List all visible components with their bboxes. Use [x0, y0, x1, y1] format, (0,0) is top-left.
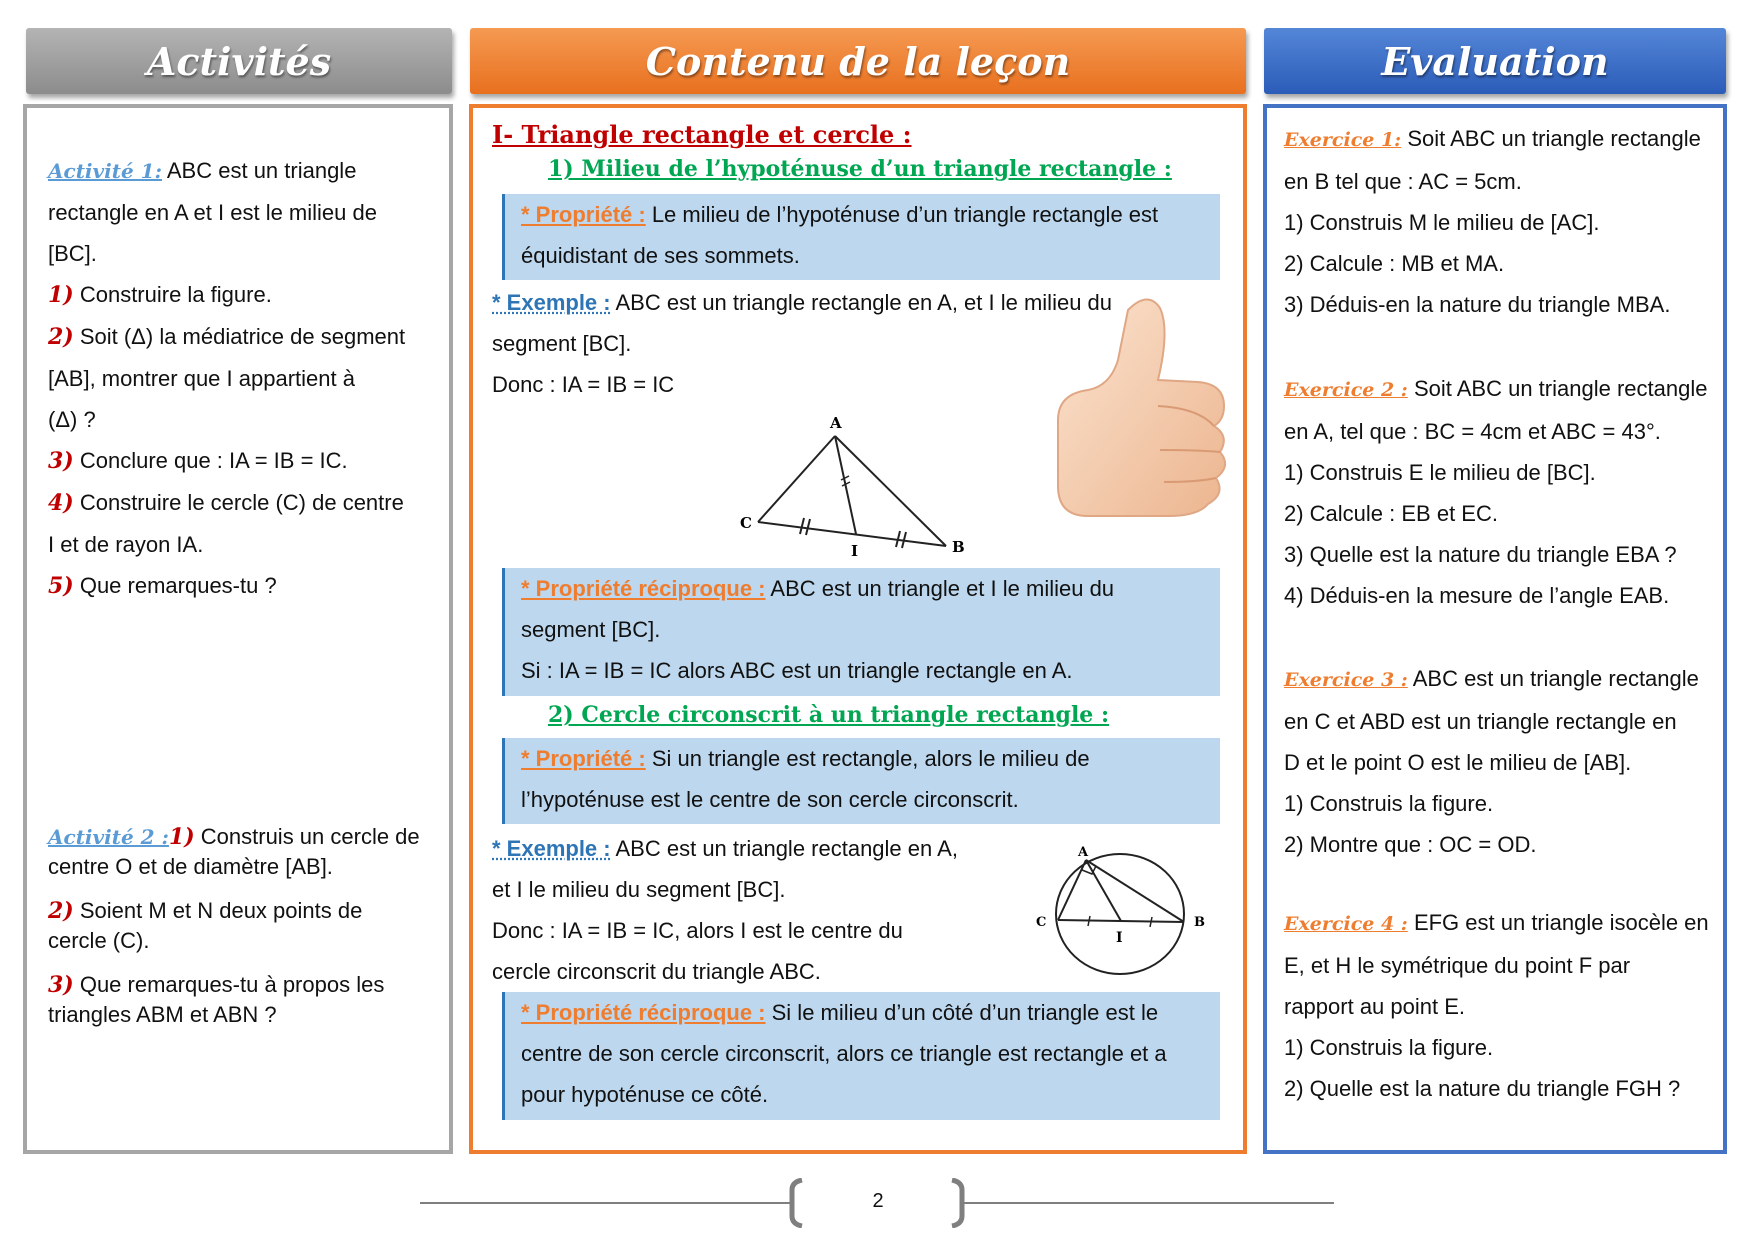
text-line: 4) Déduis-en la mesure de l’angle EAB.: [1284, 583, 1670, 608]
text-line: rectangle en A et I est le milieu de: [48, 200, 377, 225]
example-label: * Exemple :: [492, 290, 611, 315]
thumbs-up-icon: [1048, 290, 1260, 560]
text-line: EFG est un triangle isocèle en: [1407, 910, 1709, 935]
text-line: 2) Calcule : MB et MA.: [1284, 251, 1505, 276]
property-label: * Propriété :: [521, 746, 646, 771]
header-contenu: [470, 28, 1246, 94]
text-line: 2) Calcule : EB et EC.: [1284, 501, 1498, 526]
vertex-label-b: B: [952, 538, 965, 556]
question-number: 5): [48, 573, 74, 599]
text-line: 1) Construis la figure.: [1284, 1035, 1494, 1060]
page-number: 2: [872, 1190, 884, 1212]
text-line: 3) Quelle est la nature du triangle EBA ?: [1284, 542, 1677, 567]
text-line: Soit ABC un triangle rectangle: [1407, 376, 1708, 401]
text-line: I et de rayon IA.: [48, 532, 204, 557]
exercise-1: [1284, 118, 1714, 325]
text-line: en B tel que : AC = 5cm.: [1284, 169, 1522, 194]
text-line: Construis un cercle de: [194, 824, 420, 849]
text-line: Conclure que : IA = IB = IC.: [73, 448, 348, 473]
exercise-label: Exercice 2 :: [1284, 379, 1408, 401]
text-line: segment [BC].: [492, 331, 632, 356]
text-line: rapport au point E.: [1284, 994, 1466, 1019]
text-line: cercle circonscrit du triangle ABC.: [492, 959, 821, 984]
footer-line-right: [962, 1202, 1334, 1204]
text-line: en C et ABD est un triangle rectangle en: [1284, 709, 1677, 734]
activity-1: [48, 150, 438, 607]
vertex-label-c: C: [1036, 915, 1047, 930]
text-line: 2) Quelle est la nature du triangle FGH ?: [1284, 1076, 1681, 1101]
property-label: * Propriété réciproque :: [521, 1000, 766, 1025]
example-label: * Exemple :: [492, 836, 611, 861]
text-line: [BC].: [48, 241, 97, 266]
figure-circumscribed-circle: [1030, 840, 1216, 980]
property-label: * Propriété :: [521, 202, 646, 227]
question-number: 2): [48, 324, 74, 350]
exercise-label: Exercice 1:: [1284, 129, 1402, 151]
activity-1-label: Activité 1:: [48, 159, 162, 183]
text-line: Soit ABC un triangle rectangle: [1401, 126, 1701, 151]
text-line: Soient M et N deux points de: [73, 898, 363, 923]
footer-brace-left: [786, 1178, 806, 1228]
activity-2-label: Activité 2 :: [48, 825, 169, 849]
text-line: 3) Déduis-en la nature du triangle MBA.: [1284, 292, 1671, 317]
question-number: 4): [48, 490, 74, 516]
exercise-2: [1284, 368, 1714, 616]
lesson-title: I- Triangle rectangle et cercle :: [492, 120, 912, 149]
footer-line-left: [420, 1202, 792, 1204]
question-number: 3): [48, 448, 74, 474]
property-label: * Propriété réciproque :: [521, 576, 766, 601]
question-number: 2): [48, 898, 74, 924]
header-activites: [26, 28, 452, 94]
text-line: (Δ) ?: [48, 407, 96, 432]
activity-2: [48, 822, 438, 1030]
text-line: D et le point O est le milieu de [AB].: [1284, 750, 1632, 775]
subsection-2-title: 2) Cercle circonscrit à un triangle rectangle :: [548, 702, 1110, 728]
text-line: ABC est un triangle rectangle en A, et I le milieu du: [610, 290, 1113, 315]
text-line: Le milieu de l’hypoténuse d’un triangle rectangle est: [645, 202, 1159, 227]
vertex-label-a: A: [1078, 845, 1089, 860]
example-2: [492, 828, 1012, 992]
header-evaluation: [1264, 28, 1726, 94]
header-activites-title: Activités: [146, 38, 332, 84]
text-line: ABC est un triangle rectangle: [1407, 666, 1699, 691]
text-line: Donc : IA = IB = IC: [492, 372, 675, 397]
text-line: Construire la figure.: [73, 282, 272, 307]
property-box-2: [502, 738, 1220, 824]
midpoint-label-i: I: [1116, 930, 1123, 946]
text-line: ABC est un triangle: [161, 158, 357, 183]
exercise-4: [1284, 902, 1714, 1109]
question-number: 1): [48, 282, 74, 308]
subsection-1-title: 1) Milieu de l’hypoténuse d’un triangle rectangle :: [548, 156, 1172, 182]
text-line: et I le milieu du segment [BC].: [492, 877, 786, 902]
text-line: 1) Construis la figure.: [1284, 791, 1494, 816]
text-line: ABC est un triangle et I le milieu du: [765, 576, 1115, 601]
header-contenu-title: Contenu de la leçon: [645, 38, 1071, 84]
text-line: centre de son cercle circonscrit, alors ce triangle est rectangle et a: [521, 1041, 1167, 1066]
text-line: Soit (Δ) la médiatrice de segment: [73, 324, 406, 349]
vertex-label-c: C: [740, 514, 752, 532]
text-line: équidistant de ses sommets.: [521, 243, 800, 268]
exercise-3: [1284, 658, 1714, 865]
text-line: Si : IA = IB = IC alors ABC est un triangle rectangle en A.: [521, 658, 1073, 683]
text-line: Construire le cercle (C) de centre: [73, 490, 404, 515]
footer-brace-right: [948, 1178, 968, 1228]
text-line: ABC est un triangle rectangle en A,: [610, 836, 958, 861]
text-line: 1) Construis E le milieu de [BC].: [1284, 460, 1596, 485]
text-line: Que remarques-tu ?: [73, 573, 277, 598]
text-line: centre O et de diamètre [AB].: [48, 854, 333, 879]
text-line: en A, tel que : BC = 4cm et ABC = 43°.: [1284, 419, 1661, 444]
question-number: 3): [48, 972, 74, 998]
text-line: 2) Montre que : OC = OD.: [1284, 832, 1537, 857]
text-line: Si un triangle est rectangle, alors le milieu de: [645, 746, 1090, 771]
text-line: Si le milieu d’un côté d’un triangle est le: [765, 1000, 1159, 1025]
reciprocal-property-box-2: [502, 992, 1220, 1120]
figure-triangle-median: [720, 404, 980, 564]
vertex-label-a: A: [830, 414, 842, 432]
text-line: cercle (C).: [48, 928, 150, 953]
exercise-label: Exercice 4 :: [1284, 913, 1408, 935]
text-line: pour hypoténuse ce côté.: [521, 1082, 769, 1107]
text-line: E, et H le symétrique du point F par: [1284, 953, 1631, 978]
question-number: 1): [168, 824, 195, 850]
text-line: Donc : IA = IB = IC, alors I est le centre du: [492, 918, 903, 943]
vertex-label-b: B: [1194, 915, 1205, 930]
text-line: [AB], montrer que I appartient à: [48, 366, 355, 391]
text-line: segment [BC].: [521, 617, 661, 642]
text-line: Que remarques-tu à propos les: [73, 972, 385, 997]
header-evaluation-title: Evaluation: [1381, 38, 1609, 84]
exercise-label: Exercice 3 :: [1284, 669, 1408, 691]
text-line: l’hypoténuse est le centre de son cercle circonscrit.: [521, 787, 1019, 812]
property-box-1: [502, 194, 1220, 280]
midpoint-label-i: I: [851, 542, 859, 560]
text-line: 1) Construis M le milieu de [AC].: [1284, 210, 1600, 235]
reciprocal-property-box-1: [502, 568, 1220, 696]
text-line: triangles ABM et ABN ?: [48, 1002, 277, 1027]
